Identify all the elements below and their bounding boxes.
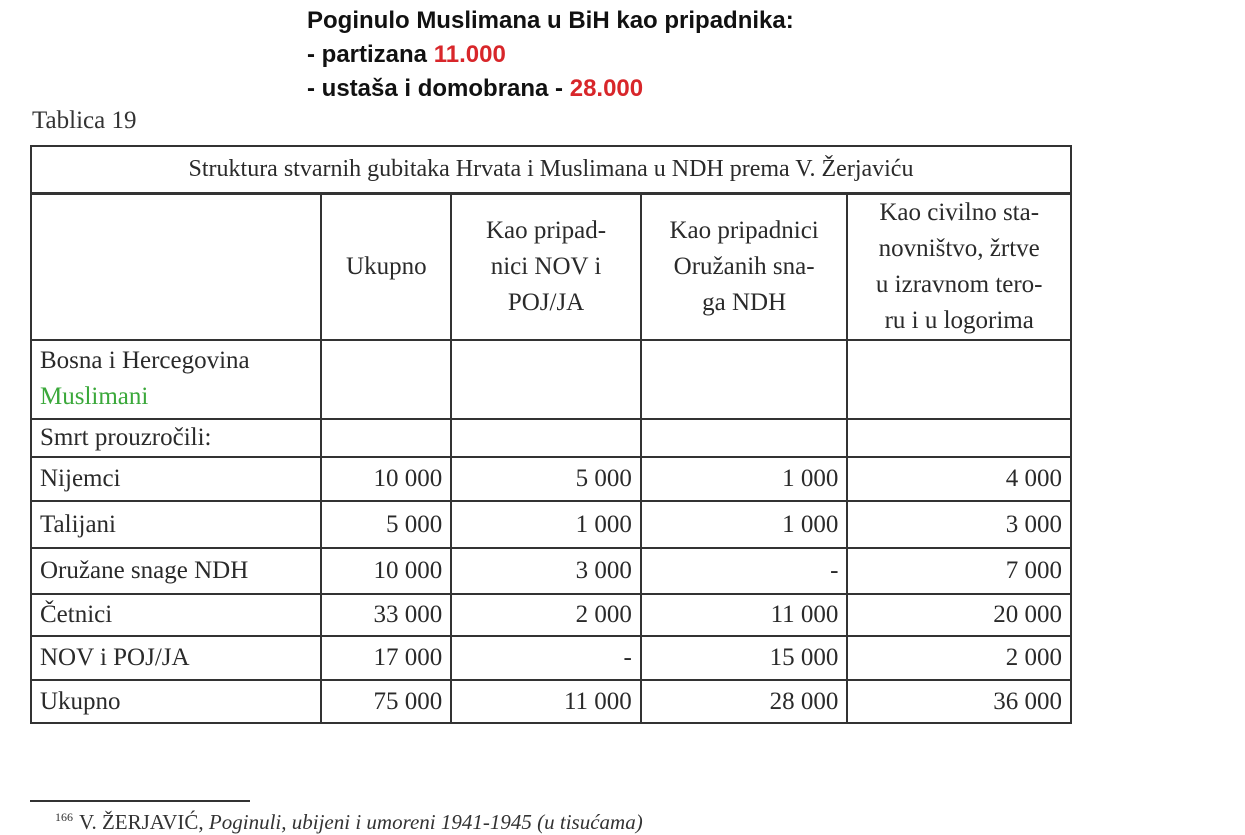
section-label [31, 340, 321, 419]
table-row [31, 501, 1071, 548]
table-label: Tablica 19 [32, 107, 137, 134]
value-total: 10 000 [321, 457, 451, 501]
heading-line-1: Poginulo Muslimana u BiH kao pripadnika: [307, 7, 794, 34]
table-title: Struktura stvarnih gubitaka Hrvata i Muslimana u NDH prema V. Žerjaviću [31, 146, 1071, 194]
column-header-line: Kao pripadnici [669, 217, 819, 244]
value-total: 17 000 [321, 636, 451, 680]
table-title-row [31, 146, 1071, 194]
value-nov: 1 000 [451, 501, 641, 548]
column-header-line: ga NDH [702, 289, 787, 316]
table-row [31, 457, 1071, 501]
row-label: NOV i POJ/JA [31, 636, 321, 680]
table-row [31, 594, 1071, 636]
heading-block [307, 4, 794, 106]
column-header-line: Kao pripad- [485, 217, 607, 244]
value-total: 33 000 [321, 594, 451, 636]
subheader-row [31, 419, 1071, 457]
column-header-line: nici NOV i [490, 253, 602, 280]
heading-line-3 [307, 72, 794, 106]
value-ndh: 1 000 [641, 501, 848, 548]
table-row [31, 548, 1071, 594]
heading-line-2 [307, 38, 794, 72]
column-header-line: ru i u logorima [884, 307, 1034, 334]
value-civilians: 20 000 [847, 594, 1071, 636]
table-header-row [31, 194, 1071, 341]
row-label: Četnici [31, 594, 321, 636]
value-civilians: 4 000 [847, 457, 1071, 501]
value-civilians: 7 000 [847, 548, 1071, 594]
value-nov: 2 000 [451, 594, 641, 636]
value-total: 75 000 [321, 680, 451, 723]
losses-table [30, 145, 1072, 724]
section-region: Bosna i Hercegovina [40, 347, 250, 374]
column-header-empty [31, 194, 321, 341]
column-header-line: Kao civilno sta- [879, 199, 1040, 226]
value-nov: 5 000 [451, 457, 641, 501]
value-civilians: 3 000 [847, 501, 1071, 548]
column-header-line: novništvo, žrtve [878, 235, 1040, 262]
column-header-ndh [641, 194, 848, 341]
empty-cell [451, 340, 641, 419]
column-header-ukupno [321, 194, 451, 341]
value-nov: 3 000 [451, 548, 641, 594]
empty-cell [847, 419, 1071, 457]
empty-cell [451, 419, 641, 457]
subheader-label: Smrt prouzročili: [31, 419, 321, 457]
footnote [55, 810, 643, 835]
table-row-total [31, 680, 1071, 723]
heading-line-3-text: - ustaša i domobrana - [307, 75, 570, 102]
column-header-line: u izravnom tero- [875, 271, 1043, 298]
footnote-title: Poginuli, ubijeni i umoreni 1941-1945 (u tisućama) [208, 810, 643, 834]
value-total: 5 000 [321, 501, 451, 548]
column-header-line: Ukupno [346, 253, 427, 280]
row-label: Ukupno [31, 680, 321, 723]
empty-cell [847, 340, 1071, 419]
section-row [31, 340, 1071, 419]
value-nov: - [451, 636, 641, 680]
value-civilians: 2 000 [847, 636, 1071, 680]
empty-cell [321, 419, 451, 457]
footnote-divider [30, 800, 250, 802]
column-header-nov [451, 194, 641, 341]
value-nov: 11 000 [451, 680, 641, 723]
empty-cell [321, 340, 451, 419]
column-header-line: POJ/JA [507, 289, 585, 316]
table-row [31, 636, 1071, 680]
row-label: Talijani [31, 501, 321, 548]
value-ndh: 28 000 [641, 680, 848, 723]
value-ndh: 15 000 [641, 636, 848, 680]
row-label: Nijemci [31, 457, 321, 501]
ustasha-count: 28.000 [569, 75, 644, 102]
value-civilians: 36 000 [847, 680, 1071, 723]
value-total: 10 000 [321, 548, 451, 594]
value-ndh: 1 000 [641, 457, 848, 501]
empty-cell [641, 419, 848, 457]
heading-line-2-text: - partizana [307, 41, 434, 68]
partisan-count: 11.000 [433, 41, 506, 68]
section-group: Muslimani [40, 383, 149, 410]
footnote-author: V. ŽERJAVIĆ, [79, 810, 204, 834]
column-header-line: Oružanih sna- [673, 253, 815, 280]
column-header-civilians [847, 194, 1071, 341]
empty-cell [641, 340, 848, 419]
value-ndh: 11 000 [641, 594, 848, 636]
value-ndh: - [641, 548, 848, 594]
footnote-number: 166 [55, 810, 73, 824]
row-label: Oružane snage NDH [31, 548, 321, 594]
